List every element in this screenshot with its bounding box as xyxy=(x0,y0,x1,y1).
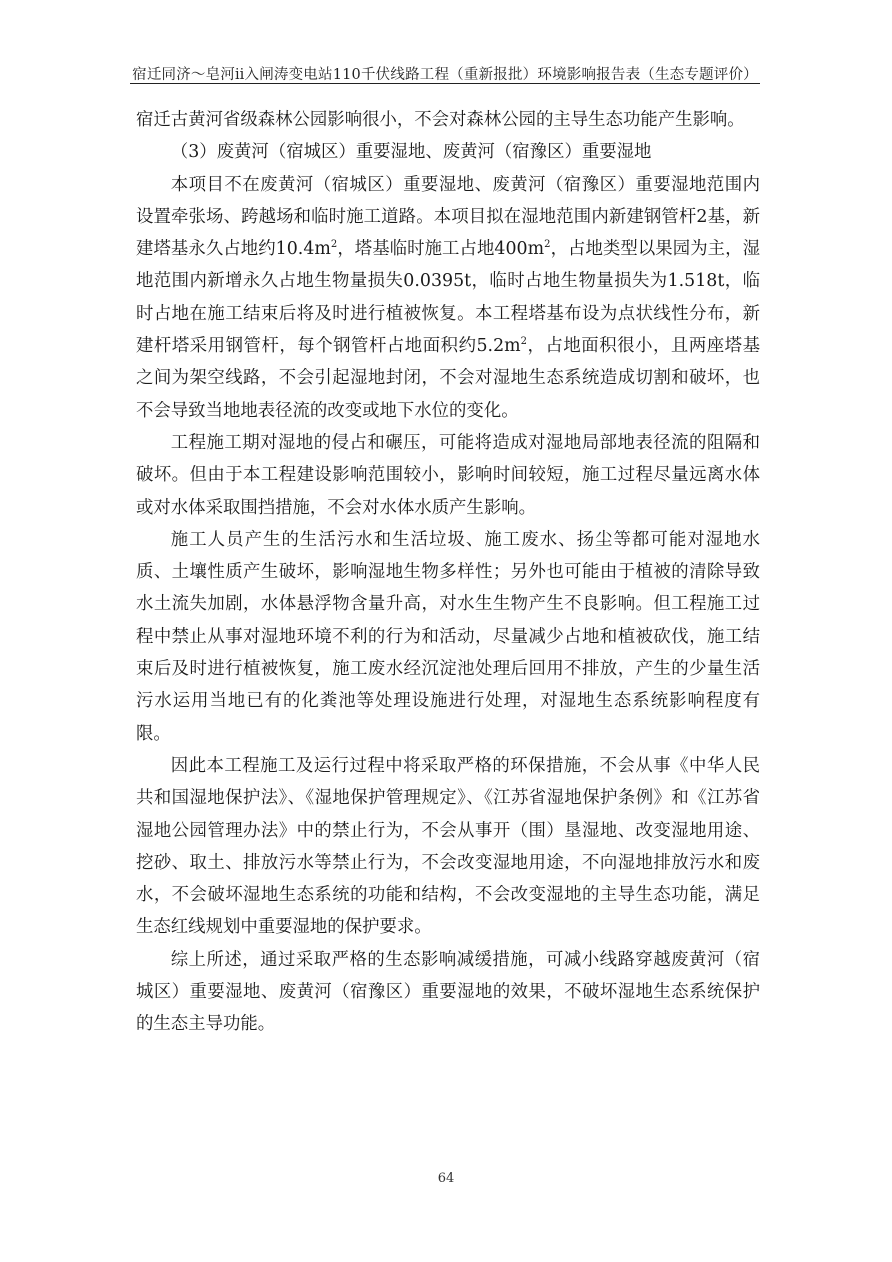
superscript: 2 xyxy=(520,336,528,348)
header-rule xyxy=(130,83,760,84)
paragraph-land-occupation xyxy=(136,169,760,427)
page-number: 64 xyxy=(437,1171,455,1186)
section-heading-3: （3）废黄河（宿城区）重要湿地、废黄河（宿豫区）重要湿地 xyxy=(170,142,652,163)
text-run: ，占地面积很小，且两座塔基之间为架空线路，不会引起湿地封闭，不会对湿地生态系统造成切割和破坏，也不会导致当地地表径流的改变或地下水位的变化。 xyxy=(136,336,760,421)
paragraph-conclusion: 综上所述，通过采取严格的生态影响减缓措施，可减小线路穿越废黄河（宿城区）重要湿地、废黄河（宿豫区）重要湿地的效果，不破坏湿地生态系统保护的生态主导功能。 xyxy=(136,949,760,1035)
text-run: ，占地类型以果园为主，湿地范围内新增永久占地生物量损失0.0395t，临时占地生物量损失为1.518t，临时占地在施工结束后将及时进行植被恢复。本工程塔基布设为点状线性分布，新建杆塔采用钢管杆，每个钢管杆占地面积约5.2m xyxy=(136,239,760,357)
text-run: 本项目不在废黄河（宿城区）重要湿地、废黄河（宿豫区）重要湿地范围内设置牵张场、跨越场和临时施工道路。本项目拟在湿地范围内新建钢管杆2基，新建塔基永久占地约10.4m xyxy=(136,174,760,260)
paragraph-regulations: 因此本工程施工及运行过程中将采取严格的环保措施，不会从事《中华人民共和国湿地保护法》、《湿地保护管理规定》、《江苏省湿地保护条例》和《江苏省湿地公园管理办法》中的禁止行为，不会从事开（围）垦湿地、改变湿地用途、挖砂、取土、排放污水等禁止行为，不会改变湿地用途，不向湿地排放污水和废水，不会破坏湿地生态系统的功能和结构，不会改变湿地的主导生态功能，满足生态红线规划中重要湿地的保护要求。 xyxy=(136,755,760,938)
paragraph-continuation: 宿迁古黄河省级森林公园影响很小，不会对森林公园的主导生态功能产生影响。 xyxy=(136,110,745,130)
document-body xyxy=(136,104,760,1041)
superscript: 2 xyxy=(330,239,338,251)
paragraph-construction-impact: 工程施工期对湿地的侵占和碾压，可能将造成对湿地局部地表径流的阻隔和破坏。但由于本工程建设影响范围较小，影响时间较短，施工过程尽量远离水体或对水体采取围挡措施，不会对水体水质产生影响。 xyxy=(136,432,760,518)
running-header: 宿迁同济～皂河ⅱ入闸涛变电站110千伏线路工程（重新报批）环境影响报告表（生态专题评价） xyxy=(132,67,758,83)
superscript: 2 xyxy=(544,239,551,251)
text-run: ，塔基临时施工占地400m xyxy=(337,239,545,260)
paragraph-pollution-impact: 施工人员产生的生活污水和生活垃圾、施工废水、扬尘等都可能对湿地水质、土壤性质产生破坏，影响湿地生物多样性；另外也可能由于植被的清除导致水土流失加剧，水体悬浮物含量升高，对水生生物产生不良影响。但工程施工过程中禁止从事对湿地环境不利的行为和活动，尽量减少占地和植被砍伐，施工结束后及时进行植被恢复，施工废水经沉淀池处理后回用不排放，产生的少量生活污水运用当地已有的化粪池等处理设施进行处理，对湿地生态系统影响程度有限。 xyxy=(136,529,760,744)
